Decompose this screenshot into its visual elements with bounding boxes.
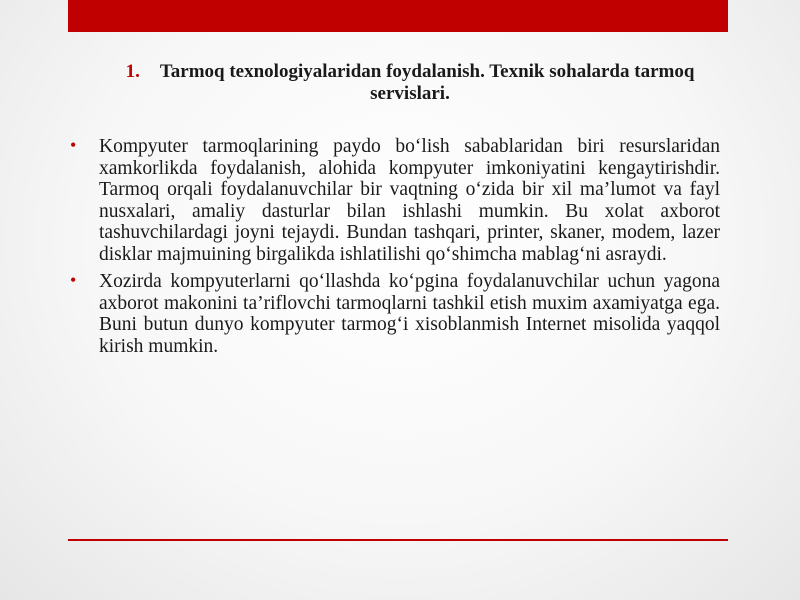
bullet-icon: •: [70, 270, 77, 290]
title-text: Tarmoq texnologiyalaridan foydalanish. Texnik sohalarda tarmoq servislari.: [159, 61, 695, 104]
title-number: 1.: [125, 61, 140, 82]
bullet-item: [68, 136, 728, 265]
bullet-list: [68, 136, 728, 363]
slide-title: [100, 61, 720, 105]
bottom-divider: [68, 539, 728, 541]
top-accent-bar: [68, 0, 728, 32]
bullet-item: [68, 271, 728, 357]
bullet-text: Xozirda kompyuterlarni qo‘llashda ko‘pgina foydalanuvchilar uchun yagona axborot makonini ta’riflovchi tarmoqlarni tashkil etish muxim axamiyatga ega. Buni butun dunyo kompyuter tarmog‘i xisoblanmish Internet misolida yaqqol kirish mumkin.: [99, 271, 720, 357]
bullet-icon: •: [70, 135, 77, 155]
bullet-text: Kompyuter tarmoqlarining paydo bo‘lish sabablaridan biri resurslaridan xamkorlikda foydalanish, alohida kompyuter imkoniyatini kengaytirishdir. Tarmoq orqali foydalanuvchilar bir vaqtning o‘zida bir xil ma’lumot va fayl nusxalari, amaliy dasturlar bilan ishlashi mumkin. Bu xolat axborot tashuvchilardagi joyni tejaydi. Bundan tashqari, printer, skaner, modem, lazer disklar majmuining birgalikda ishlatilishi qo‘shimcha mablag‘ni asraydi.: [99, 136, 720, 265]
